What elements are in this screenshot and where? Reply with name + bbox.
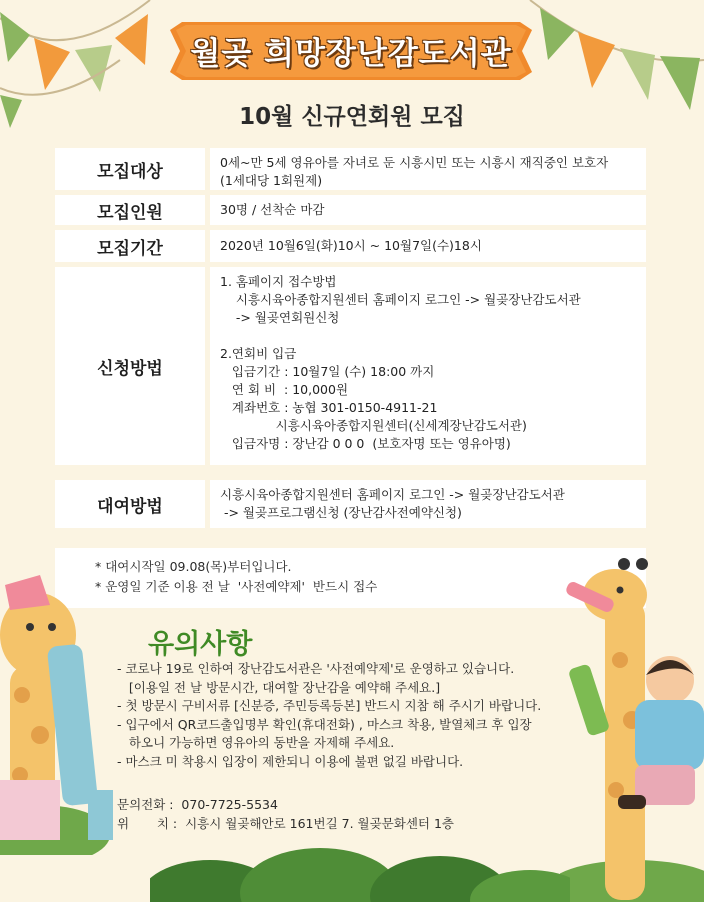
caution-item: - 입구에서 QR코드출입명부 확인(휴대전화) , 마스크 착용, 발열체크 후 입장 <box>117 716 532 732</box>
label-rental: 대여방법 <box>55 480 205 528</box>
caution-item: - 코로나 19로 인하여 장난감도서관은 '사전예약제'로 운영하고 있습니다. <box>117 661 515 676</box>
caution-item: 하오니 가능하면 영유아의 동반을 자제해 주세요. <box>117 735 395 750</box>
label-target: 모집대상 <box>55 148 205 190</box>
label-capacity: 모집인원 <box>55 195 205 225</box>
note-item: * 대여시작일 09.08(목)부터입니다. <box>95 559 292 574</box>
page-subtitle: 10월 신규연회원 모집 <box>239 104 465 130</box>
label-apply: 신청방법 <box>55 267 205 465</box>
value-target: 0세~만 5세 영유아를 자녀로 둔 시흥시민 또는 시흥시 재직중인 보호자 (1세대당 1회원제) <box>210 148 646 190</box>
caution-title: 유의사항 <box>148 629 253 660</box>
value-period: 2020년 10월6일(화)10시 ~ 10월7일(수)18시 <box>210 230 646 262</box>
caution-item: - 마스크 미 착용시 입장이 제한되니 이용에 불편 없길 바랍니다. <box>117 753 464 769</box>
caution-list <box>117 660 587 771</box>
value-capacity: 30명 / 선착순 마감 <box>210 195 646 225</box>
contact-info <box>117 795 454 833</box>
label-period: 모집기간 <box>55 230 205 262</box>
notes-box <box>55 548 646 608</box>
value-apply: 1. 홈페이지 접수방법 시흥시육아종합지원센터 홈페이지 로그인 -> 월곶장난감도서관 -> 월곶연회원신청 2.연회비 입금 입금기간 : 10월7일 (수) 18:00 까지 연 회 비 : 10,000원 계좌번호 : 농협 301-0150-4911-21 시흥시육아종합지원센터(신세계장난감도서관) 입금자명 : 장난감 0 0 0 (보호자명 또는 영유아명) <box>210 267 646 465</box>
value-rental: 시흥시육아종합지원센터 홈페이지 로그인 -> 월곶장난감도서관 -> 월곶프로그램신청 (장난감사전예약신청) <box>210 480 646 528</box>
caution-item: - 첫 방문시 구비서류 [신분증, 주민등록등본] 반드시 지참 해 주시기 바랍니다. <box>117 698 542 713</box>
contact-address: 위 치 : 시흥시 월곶해안로 161번길 7. 월곶문화센터 1층 <box>117 816 454 831</box>
caution-item: [이용일 전 날 방문시간, 대여할 장난감을 예약해 주세요.] <box>117 679 441 695</box>
page-title: 월곶 희망장난감도서관 <box>190 36 512 72</box>
note-item: * 운영일 기준 이용 전 날 '사전예약제' 반드시 접수 <box>95 579 378 594</box>
bush-decoration-bottom <box>150 838 570 902</box>
contact-phone: 문의전화 : 070-7725-5534 <box>117 797 278 812</box>
